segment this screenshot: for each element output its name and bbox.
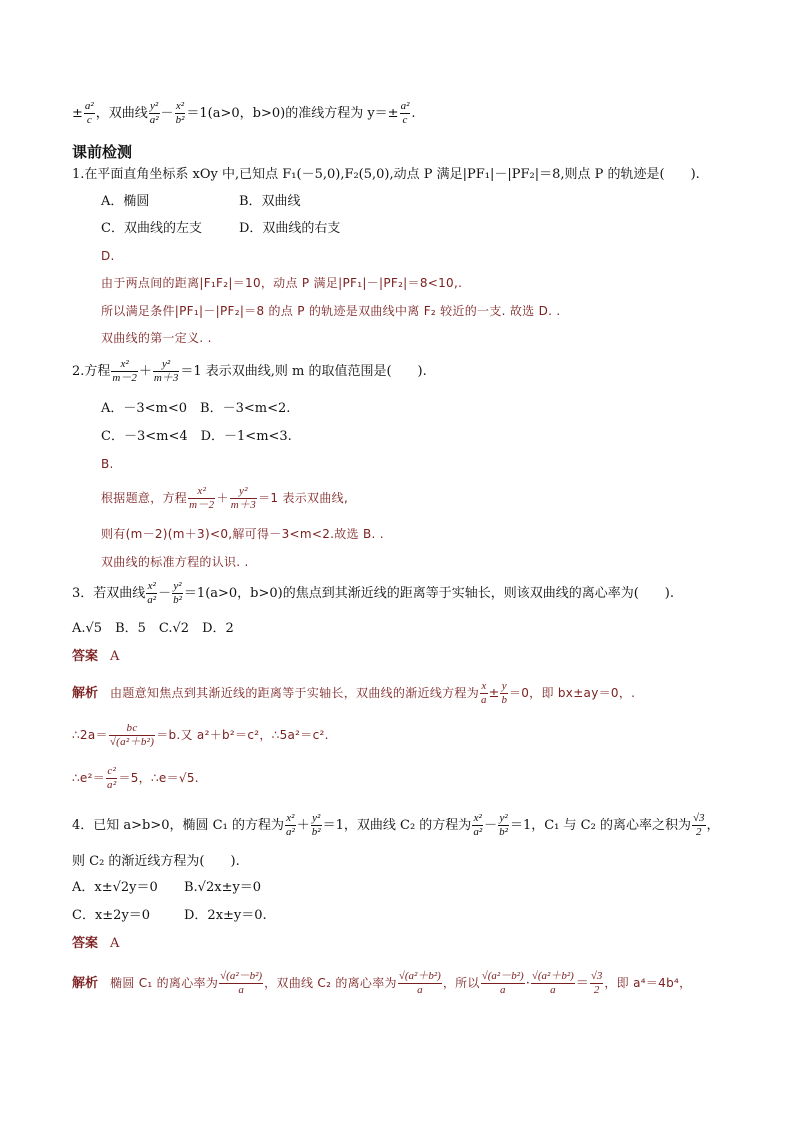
fraction: $\frac{\text{y²}}{m+3}$ bbox=[153, 358, 179, 384]
fraction: $\frac{y}{b}$ bbox=[501, 680, 507, 706]
fraction: $\frac{\text{y²}}{m+3}$ bbox=[230, 485, 257, 511]
fraction: $\frac{\text{x²}}{m-2}$ bbox=[189, 485, 215, 511]
q1-stem: 1.在平面直角坐标系 xOy 中,已知点 F₁(－5,0),F₂(5,0),动点 P 满足|PF₁|－|PF₂|＝8,则点 P 的轨迹是( ). bbox=[72, 167, 700, 182]
q4-solution: 解析 椭圆 C₁ 的离心率为 $\frac{\text{√(a²－b²)}}{a}$ ，双曲线 C₂ 的离心率为 $\frac{\text{√(a²＋b²)}}{a}$ ，所以 $\frac{\text{√(a²－b²)}}{a}$ · $\frac{\text{√(a²＋b²)}}{a}$ ＝ $\frac{√3}{2}$ ，即 a⁴＝4b⁴， bbox=[72, 970, 692, 996]
q2-knowledge-point: 双曲线的标准方程的认识. . bbox=[101, 555, 249, 569]
q1-knowledge-point: 双曲线的第一定义. . bbox=[101, 331, 212, 345]
intro-line: ± $\frac{\text{a²}}{c}$ ，双曲线 $\frac{\text{y²}}{\text{a²}}$ － $\frac{\text{x²}}{\text{b²}}$ ＝1(a>0，b>0)的准线方程为 y＝± $\frac{\text{a²}}{c}$ . bbox=[72, 100, 416, 126]
fraction: $\frac{x}{a}$ bbox=[481, 680, 487, 706]
q2-options-ab: A．－3<m<0 B．－3<m<2. bbox=[101, 401, 291, 416]
fraction: $\frac{√3}{2}$ bbox=[692, 812, 705, 838]
fraction: $\frac{\text{x²}}{\text{a²}}$ bbox=[473, 812, 483, 838]
q1-solution-1: 由于两点间的距离|F₁F₂|＝10，动点 P 满足|PF₁|－|PF₂|＝8<10,. bbox=[101, 276, 463, 290]
fraction: $\frac{√3}{2}$ bbox=[590, 970, 603, 996]
q1-solution-2: 所以满足条件|PF₁|－|PF₂|＝8 的点 P 的轨迹是双曲线中离 F₂ 较近的一支. 故选 D. . bbox=[101, 304, 561, 318]
fraction: $\frac{\text{√(a²＋b²)}}{a}$ bbox=[398, 970, 441, 996]
q3-solution-3: ∴e²＝ $\frac{\text{c²}}{\text{a²}}$ ＝5，∴e＝√5. bbox=[72, 765, 199, 791]
fraction: $\frac{\text{c²}}{\text{a²}}$ bbox=[107, 765, 117, 791]
q2-solution-1: 根据题意，方程 $\frac{\text{x²}}{m-2}$ ＋ $\frac{\text{y²}}{m+3}$ ＝1 表示双曲线, bbox=[101, 485, 349, 511]
q4-options-ab: A．x±√2y＝0 B.√2x±y＝0 bbox=[72, 880, 262, 895]
q3-solution-2: ∴2a＝ $\frac{bc}{\text{√(a²＋b²)}}$ ＝b.又 a²＋b²＝c²，∴5a²＝c². bbox=[72, 722, 329, 748]
fraction: $\frac{\text{√(a²＋b²)}}{a}$ bbox=[531, 970, 574, 996]
q2-stem: 2.方程 $\frac{\text{x²}}{m-2}$ ＋ $\frac{\text{y²}}{m+3}$ ＝1 表示双曲线,则 m 的取值范围是( ). bbox=[72, 358, 427, 384]
q2-answer: B. bbox=[101, 457, 114, 471]
fraction: $\frac{\text{√(a²－b²)}}{a}$ bbox=[220, 970, 263, 996]
q2-solution-2: 则有(m－2)(m＋3)<0,解可得－3<m<2.故选 B. . bbox=[101, 527, 384, 541]
q1-options-ab: A．椭圆 B．双曲线 bbox=[101, 194, 301, 209]
fraction: $\frac{\text{x²}}{m-2}$ bbox=[112, 358, 137, 384]
q2-options-cd: C．－3<m<4 D．－1<m<3. bbox=[101, 429, 292, 444]
q3-options: A.√5 B．5 C.√2 D．2 bbox=[72, 621, 234, 636]
q3-answer: 答案 A bbox=[72, 649, 120, 664]
q1-options-cd: C．双曲线的左支 D．双曲线的右支 bbox=[101, 221, 341, 236]
section-title: 课前检测 bbox=[72, 143, 133, 161]
fraction: $\frac{\text{y²}}{\text{b²}}$ bbox=[499, 812, 508, 838]
fraction: $\frac{\text{a²}}{c}$ bbox=[84, 100, 94, 126]
q3-solution-1: 解析 由题意知焦点到其渐近线的距离等于实轴长，双曲线的渐近线方程为 $\frac{x}{a}$ ± $\frac{y}{b}$ ＝0，即 bx±ay＝0，. bbox=[72, 680, 636, 706]
fraction: $\frac{\text{x²}}{\text{b²}}$ bbox=[175, 100, 185, 126]
fraction: $\frac{\text{√(a²－b²)}}{a}$ bbox=[481, 970, 524, 996]
q4-options-cd: C．x±2y＝0 D．2x±y＝0. bbox=[72, 908, 267, 923]
fraction: $\frac{\text{x²}}{\text{a²}}$ bbox=[285, 812, 295, 838]
q3-stem: 3．若双曲线 $\frac{\text{x²}}{\text{a²}}$ － $\frac{\text{y²}}{\text{b²}}$ ＝1(a>0，b>0)的焦点到其渐近线的距离等于实轴长，则该双曲线的离心率为( ). bbox=[72, 580, 675, 606]
fraction: $\frac{bc}{\text{√(a²＋b²)}}$ bbox=[109, 722, 155, 748]
q4-stem-2: 则 C₂ 的渐近线方程为( ). bbox=[72, 854, 240, 869]
fraction: $\frac{\text{a²}}{c}$ bbox=[400, 100, 410, 126]
q4-stem: 4．已知 a>b>0，椭圆 C₁ 的方程为 $\frac{\text{x²}}{\text{a²}}$ ＋ $\frac{\text{y²}}{\text{b²}}$ ＝1，双曲线 C₂ 的方程为 $\frac{\text{x²}}{\text{a²}}$ － $\frac{\text{y²}}{\text{b²}}$ ＝1，C₁ 与 C₂ 的离心率之积为 $\frac{√3}{2}$ ， bbox=[72, 812, 720, 838]
fraction: $\frac{\text{y²}}{\text{a²}}$ bbox=[149, 100, 159, 126]
fraction: $\frac{\text{x²}}{\text{a²}}$ bbox=[147, 580, 157, 606]
q1-answer: D. bbox=[101, 249, 115, 263]
fraction: $\frac{\text{y²}}{\text{b²}}$ bbox=[311, 812, 321, 838]
fraction: $\frac{\text{y²}}{\text{b²}}$ bbox=[173, 580, 182, 606]
q4-answer: 答案 A bbox=[72, 936, 120, 951]
